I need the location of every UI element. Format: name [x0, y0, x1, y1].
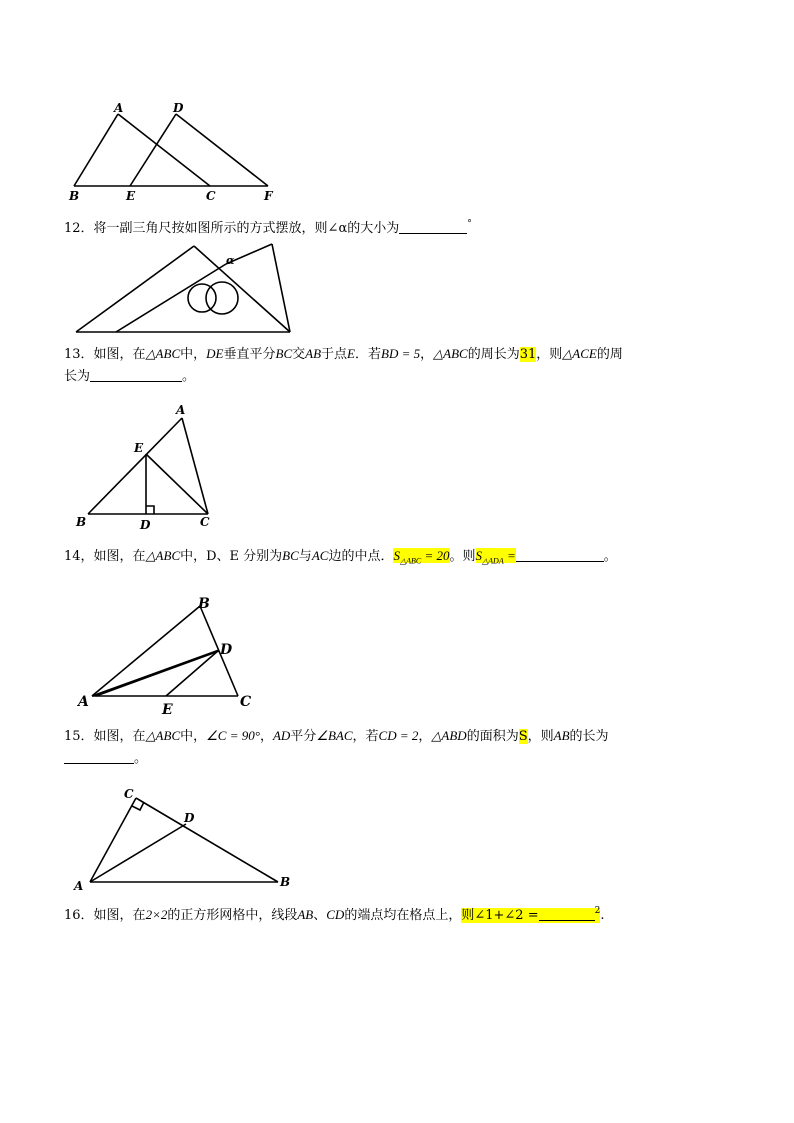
- q15-cd-length: CD = 2: [378, 728, 419, 743]
- q15-text-1: 如图，在: [93, 729, 146, 744]
- q15-triangle-abd: △ABD: [431, 728, 467, 743]
- q14-area-ada: [475, 548, 516, 566]
- q13-answer-blank[interactable]: [90, 367, 182, 382]
- figure-14-svg: [74, 592, 264, 722]
- figure-15-label-d: D: [184, 811, 195, 825]
- figure-11-svg: [60, 100, 290, 208]
- figure-14-label-c: C: [240, 694, 252, 710]
- q15-number: 15．: [64, 729, 94, 744]
- q16-angle-sum: 则∠1+∠2 =: [461, 908, 539, 923]
- q15-text-5: ，若: [352, 729, 379, 744]
- q14-number: 14，: [64, 549, 94, 564]
- figure-13-label-d: D: [140, 518, 151, 532]
- q13-text-9: ，则: [536, 347, 563, 362]
- q14-area-abc-value: = 20: [421, 548, 450, 563]
- figure-14-label-d: D: [220, 642, 233, 658]
- alpha-label: α: [226, 254, 235, 267]
- q14-area-ada-s: S: [475, 548, 483, 563]
- q16-highlight: [461, 908, 600, 923]
- figure-15-label-a: A: [74, 879, 84, 893]
- q15-text-2: 中，: [180, 729, 207, 744]
- q13-triangle-abc: △ABC: [145, 346, 181, 361]
- q16-text-4: 的端点均在格点上，: [344, 908, 462, 923]
- q14-text-3: 与: [298, 549, 312, 564]
- question-14: [64, 545, 617, 573]
- q13-number: 13．: [64, 347, 94, 362]
- q15-triangle-abc: △ABC: [145, 728, 181, 743]
- q12-suffix: °: [467, 219, 472, 229]
- q15-text-8: ，则: [527, 729, 554, 744]
- figure-14-label-b: B: [198, 596, 210, 612]
- q15-text-4: 平分: [290, 729, 317, 744]
- figure-13-svg: [74, 402, 224, 532]
- q14-area-abc: [393, 548, 450, 566]
- q13-point-e: E: [347, 346, 355, 361]
- q15-text-3: ，: [259, 729, 273, 744]
- q15-answer-blank[interactable]: [64, 749, 134, 764]
- q13-highlight-31: 31: [519, 347, 537, 362]
- q14-end: 。: [603, 549, 617, 564]
- q15-segment-ab: AB: [553, 728, 570, 743]
- q13-text-2: 中，: [180, 347, 207, 362]
- q13-text-7: ，: [420, 347, 434, 362]
- q12-number: 12．: [64, 221, 94, 236]
- q14-text-4: 边的中点．: [328, 549, 394, 564]
- q12-text: 将一副三角尺按如图所示的方式摆放，则∠α的大小为: [93, 221, 400, 236]
- q13-segment-bc: BC: [275, 346, 293, 361]
- q13-segment-de: DE: [206, 346, 224, 361]
- figure-13-label-e: E: [134, 441, 144, 455]
- q13-text-1: 如图，在: [93, 347, 146, 362]
- figure-13-label-b: B: [76, 515, 87, 529]
- q15-angle-bac: ∠BAC: [316, 728, 353, 743]
- q14-triangle-abc: △ABC: [145, 548, 181, 563]
- figure-12: [72, 240, 294, 336]
- q15-text-9: 的长为: [569, 729, 609, 744]
- q14-area-abc-s: S: [393, 548, 400, 563]
- q13-line2: 长为: [64, 369, 91, 384]
- q16-end: .: [600, 908, 605, 923]
- q15-segment-ad: AD: [272, 728, 291, 743]
- figure-11-label-e: E: [126, 189, 136, 203]
- figure-14-label-e: E: [162, 702, 173, 718]
- figure-12-svg: [72, 240, 294, 336]
- figure-14: [74, 592, 264, 722]
- q14-segment-ac: AC: [311, 548, 329, 563]
- q14-segment-bc: BC: [282, 548, 299, 563]
- q13-text-5: 于点: [321, 347, 348, 362]
- q16-answer-blank[interactable]: [539, 906, 595, 921]
- q13-text-10: 的周: [596, 347, 623, 362]
- q14-area-ada-sub: △ADA: [482, 556, 504, 566]
- q14-text-1: 如图，在: [93, 549, 146, 564]
- figure-13: [74, 402, 224, 532]
- q16-segment-ab: AB: [297, 907, 314, 922]
- figure-14-label-a: A: [78, 694, 89, 710]
- q16-grid-size: 2×2: [145, 907, 168, 922]
- q13-text-6: ．若: [355, 347, 382, 362]
- q16-degree-mark: 2: [594, 906, 601, 916]
- figure-11-label-b: B: [69, 189, 80, 203]
- q13-text-8: 的周长为: [467, 347, 520, 362]
- q13-triangle-ace: △ACE: [562, 346, 597, 361]
- question-16: [64, 900, 604, 927]
- q13-text-4: 交: [292, 347, 306, 362]
- q15-end: 。: [134, 751, 148, 766]
- figure-15-label-c: C: [124, 787, 134, 801]
- q15-text-7: 的面积为: [466, 729, 519, 744]
- figure-15: [72, 784, 296, 892]
- q13-triangle-abc-2: △ABC: [433, 346, 468, 361]
- q13-bd-length: BD = 5: [381, 346, 421, 361]
- q13-segment-ab: AB: [305, 346, 322, 361]
- figure-13-label-c: C: [200, 515, 210, 529]
- q15-highlight-s: S: [518, 729, 528, 744]
- figure-13-label-a: A: [176, 403, 186, 417]
- q14-area-ada-eq: =: [503, 548, 516, 563]
- figure-11-label-a: A: [114, 101, 124, 115]
- q16-text-2: 的正方形网格中，线段: [167, 908, 298, 923]
- figure-15-svg: [72, 784, 296, 892]
- figure-11-label-c: C: [206, 189, 216, 203]
- q14-area-abc-sub: △ABC: [399, 556, 422, 566]
- figure-11-label-f: F: [264, 189, 273, 203]
- q16-text-3: 、: [313, 908, 327, 923]
- q12-answer-blank[interactable]: [399, 219, 467, 234]
- q16-number: 16．: [64, 908, 94, 923]
- q16-text-1: 如图，在: [93, 908, 146, 923]
- q14-text-5: 。则: [449, 549, 476, 564]
- figure-15-label-b: B: [280, 875, 291, 889]
- q16-segment-cd: CD: [326, 907, 345, 922]
- question-12: [64, 213, 472, 240]
- figure-11: [60, 100, 290, 208]
- q14-text-2: 中，D、E 分别为: [180, 549, 283, 564]
- question-13: [64, 343, 623, 388]
- q13-end: 。: [182, 369, 196, 384]
- q14-answer-blank[interactable]: [516, 547, 604, 562]
- q15-text-6: ，: [418, 729, 432, 744]
- question-15: [64, 725, 609, 770]
- q15-angle-c: ∠C = 90°: [206, 728, 260, 743]
- q13-text-3: 垂直平分: [223, 347, 276, 362]
- figure-11-label-d: D: [173, 101, 184, 115]
